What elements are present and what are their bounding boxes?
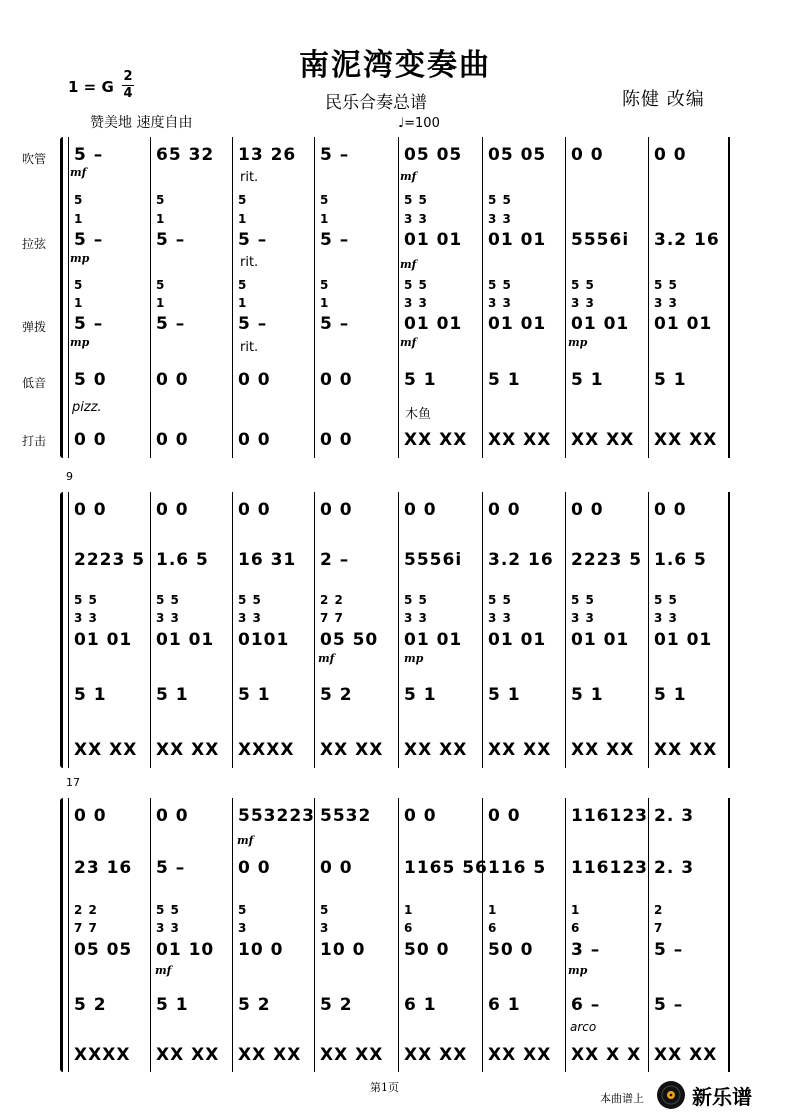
barline bbox=[565, 137, 566, 458]
pluck-measure: 01 01 bbox=[74, 630, 133, 650]
barline bbox=[482, 137, 483, 458]
rit-mark-winds: rit. bbox=[240, 170, 259, 185]
system-brace bbox=[60, 798, 68, 1072]
strings-measure: 116 5 bbox=[488, 858, 547, 878]
bass-measure: 5 2 bbox=[238, 995, 271, 1015]
barline bbox=[68, 798, 69, 1072]
winds-measure: 116123 bbox=[571, 806, 648, 826]
percussion-measure: XX XX bbox=[654, 430, 718, 450]
pluck-chord-mid: 3 bbox=[320, 921, 330, 935]
pluck-measure: 50 0 bbox=[404, 940, 450, 960]
barline bbox=[728, 137, 730, 458]
percussion-measure: XX XX bbox=[571, 740, 635, 760]
pluck-measure: 0101 bbox=[238, 630, 290, 650]
percussion-measure: XX X X bbox=[571, 1045, 642, 1065]
pluck-measure: 01 01 bbox=[156, 630, 215, 650]
pluck-chord-mid: 3 3 bbox=[238, 611, 262, 625]
pluck-chord-mid: 3 3 bbox=[488, 296, 512, 310]
barline bbox=[565, 492, 566, 768]
pluck-chord-top: 5 bbox=[74, 278, 84, 292]
bass-measure: 5 2 bbox=[74, 995, 107, 1015]
bass-measure: 0 0 bbox=[238, 370, 271, 390]
pluck-chord-mid: 1 bbox=[74, 296, 84, 310]
page-number: 第1页 bbox=[370, 1081, 399, 1094]
strings-chord-mid: 1 bbox=[156, 212, 166, 226]
dynamic-mp: mp bbox=[404, 652, 424, 665]
strings-chord-mid: 1 bbox=[320, 212, 330, 226]
pluck-measure: 5 – bbox=[156, 314, 186, 334]
barline bbox=[728, 798, 730, 1072]
strings-measure: 1.6 5 bbox=[654, 550, 707, 570]
percussion-measure: XX XX bbox=[238, 1045, 302, 1065]
barline bbox=[68, 137, 69, 458]
strings-measure: 5 – bbox=[74, 230, 104, 250]
winds-measure: 0 0 bbox=[571, 145, 604, 165]
pluck-measure: 01 01 bbox=[404, 630, 463, 650]
bass-measure: 5 0 bbox=[74, 370, 107, 390]
pluck-chord-mid: 1 bbox=[238, 296, 248, 310]
meter-top: 2 bbox=[123, 69, 133, 84]
pluck-chord-top: 5 5 bbox=[404, 278, 428, 292]
arco-mark: arco bbox=[570, 1020, 597, 1034]
bar-number-17: 17 bbox=[66, 776, 80, 789]
dynamic-mf: mf bbox=[400, 170, 417, 183]
pluck-chord-top: 5 5 bbox=[654, 593, 678, 607]
strings-chord-top: 5 bbox=[320, 193, 330, 207]
winds-measure: 0 0 bbox=[404, 500, 437, 520]
strings-measure: 2 – bbox=[320, 550, 350, 570]
percussion-measure: 0 0 bbox=[320, 430, 353, 450]
bass-measure: 5 1 bbox=[238, 685, 271, 705]
pluck-chord-mid: 6 bbox=[571, 921, 581, 935]
barline bbox=[150, 492, 151, 768]
barline bbox=[232, 798, 233, 1072]
pluck-chord-top: 5 bbox=[320, 278, 330, 292]
winds-measure: 0 0 bbox=[74, 806, 107, 826]
strings-chord-mid: 3 3 bbox=[404, 212, 428, 226]
bar-number-9: 9 bbox=[66, 470, 73, 483]
page-title: 南泥湾变奏曲 bbox=[299, 48, 491, 83]
strings-measure: 01 01 bbox=[404, 230, 463, 250]
bass-measure: 5 1 bbox=[404, 685, 437, 705]
barline bbox=[314, 798, 315, 1072]
percussion-measure: XX XX bbox=[654, 740, 718, 760]
pluck-chord-top: 5 bbox=[238, 903, 248, 917]
pluck-chord-top: 1 bbox=[571, 903, 581, 917]
strings-measure: 23 16 bbox=[74, 858, 133, 878]
pluck-chord-mid: 3 3 bbox=[488, 611, 512, 625]
winds-measure: 0 0 bbox=[571, 500, 604, 520]
bass-measure: 5 1 bbox=[571, 370, 604, 390]
percussion-measure: XXXX bbox=[238, 740, 295, 760]
pluck-chord-top: 2 bbox=[654, 903, 664, 917]
bass-measure: 5 2 bbox=[320, 685, 353, 705]
dynamic-mp: mp bbox=[568, 336, 588, 349]
winds-measure: 5532 bbox=[320, 806, 372, 826]
pluck-chord-top: 5 bbox=[238, 278, 248, 292]
barline bbox=[648, 137, 649, 458]
winds-measure: 0 0 bbox=[320, 500, 353, 520]
pluck-measure: 10 0 bbox=[320, 940, 366, 960]
pluck-measure: 5 – bbox=[238, 314, 268, 334]
percussion-measure: XX XX bbox=[156, 1045, 220, 1065]
percussion-measure: XX XX bbox=[74, 740, 138, 760]
percussion-measure: XX XX bbox=[404, 1045, 468, 1065]
pluck-measure: 01 01 bbox=[654, 314, 713, 334]
meter-bottom: 4 bbox=[123, 86, 133, 101]
brand-logo-text: 新乐谱 bbox=[692, 1085, 752, 1109]
strings-measure: 5 – bbox=[156, 230, 186, 250]
pluck-measure: 01 01 bbox=[571, 630, 630, 650]
dynamic-mf: mf bbox=[318, 652, 335, 665]
pluck-chord-top: 5 5 bbox=[654, 278, 678, 292]
strings-measure: 116123 bbox=[571, 858, 648, 878]
barline bbox=[398, 798, 399, 1072]
dynamic-mf: mf bbox=[400, 336, 417, 349]
winds-measure: 0 0 bbox=[488, 500, 521, 520]
pluck-chord-mid: 6 bbox=[404, 921, 414, 935]
winds-measure: 0 0 bbox=[488, 806, 521, 826]
bass-measure: 5 1 bbox=[571, 685, 604, 705]
instrument-percussion: 打击 bbox=[22, 434, 47, 448]
percussion-measure: XX XX bbox=[320, 740, 384, 760]
dynamic-mf: mf bbox=[155, 964, 172, 977]
pluck-chord-top: 5 5 bbox=[571, 278, 595, 292]
pluck-chord-top: 5 5 bbox=[156, 903, 180, 917]
pluck-chord-mid: 3 3 bbox=[654, 296, 678, 310]
strings-measure: 2. 3 bbox=[654, 858, 695, 878]
bass-measure: 0 0 bbox=[320, 370, 353, 390]
pluck-chord-top: 5 5 bbox=[488, 278, 512, 292]
strings-chord-mid: 3 3 bbox=[488, 212, 512, 226]
winds-measure: 0 0 bbox=[654, 145, 687, 165]
bass-measure: 5 2 bbox=[320, 995, 353, 1015]
pluck-chord-top: 5 5 bbox=[571, 593, 595, 607]
bass-measure: 5 1 bbox=[156, 995, 189, 1015]
pluck-chord-mid: 3 3 bbox=[404, 611, 428, 625]
winds-measure: 553223 bbox=[238, 806, 315, 826]
strings-chord-top: 5 bbox=[156, 193, 166, 207]
brand-prefix: 本曲谱上 bbox=[600, 1092, 644, 1105]
pluck-chord-mid: 1 bbox=[320, 296, 330, 310]
dynamic-mf: mf bbox=[400, 258, 417, 271]
strings-chord-top: 5 5 bbox=[488, 193, 512, 207]
winds-measure: 0 0 bbox=[156, 500, 189, 520]
barline bbox=[398, 492, 399, 768]
arranger: 陈健 改编 bbox=[622, 89, 705, 110]
pluck-chord-top: 1 bbox=[488, 903, 498, 917]
percussion-measure: 0 0 bbox=[238, 430, 271, 450]
dynamic-mf: mf bbox=[70, 166, 87, 179]
pluck-chord-mid: 3 3 bbox=[156, 921, 180, 935]
barline bbox=[150, 137, 151, 458]
winds-measure: 0 0 bbox=[74, 500, 107, 520]
pluck-measure: 05 50 bbox=[320, 630, 379, 650]
percussion-measure: XX XX bbox=[404, 430, 468, 450]
strings-measure: 1165 56 bbox=[404, 858, 488, 878]
barline bbox=[482, 492, 483, 768]
strings-measure: 3.2 16 bbox=[488, 550, 554, 570]
pluck-measure: 05 05 bbox=[74, 940, 133, 960]
pluck-chord-mid: 7 7 bbox=[320, 611, 344, 625]
strings-measure: 5 – bbox=[238, 230, 268, 250]
percussion-measure: XX XX bbox=[488, 740, 552, 760]
pluck-chord-mid: 3 3 bbox=[654, 611, 678, 625]
strings-measure: 5 – bbox=[320, 230, 350, 250]
percussion-measure: XX XX bbox=[404, 740, 468, 760]
winds-measure: 05 05 bbox=[404, 145, 463, 165]
pluck-chord-mid: 3 3 bbox=[571, 611, 595, 625]
pluck-chord-mid: 6 bbox=[488, 921, 498, 935]
pluck-measure: 01 10 bbox=[156, 940, 215, 960]
winds-measure: 5 – bbox=[74, 145, 104, 165]
bass-measure: 5 1 bbox=[488, 685, 521, 705]
key-signature: 1 = G bbox=[68, 78, 114, 96]
strings-measure: 2223 5 bbox=[74, 550, 146, 570]
winds-measure: 0 0 bbox=[156, 806, 189, 826]
strings-chord-top: 5 5 bbox=[404, 193, 428, 207]
pluck-chord-mid: 3 3 bbox=[571, 296, 595, 310]
pluck-measure: 01 01 bbox=[488, 314, 547, 334]
percussion-measure: XX XX bbox=[571, 430, 635, 450]
pluck-chord-mid: 3 3 bbox=[404, 296, 428, 310]
pluck-chord-top: 5 5 bbox=[156, 593, 180, 607]
instrument-strings: 拉弦 bbox=[22, 237, 47, 251]
strings-measure: 3.2 16 bbox=[654, 230, 720, 250]
pluck-chord-mid: 3 3 bbox=[74, 611, 98, 625]
strings-measure: 01 01 bbox=[488, 230, 547, 250]
winds-measure: 2. 3 bbox=[654, 806, 695, 826]
winds-measure: 05 05 bbox=[488, 145, 547, 165]
bass-measure: 5 1 bbox=[74, 685, 107, 705]
winds-measure: 0 0 bbox=[404, 806, 437, 826]
barline bbox=[728, 492, 730, 768]
strings-measure: 0 0 bbox=[238, 858, 271, 878]
pluck-measure: 10 0 bbox=[238, 940, 284, 960]
system-brace bbox=[60, 492, 68, 768]
bass-measure: 5 – bbox=[654, 995, 684, 1015]
woodblock-mark: 木鱼 bbox=[405, 407, 432, 422]
bass-measure: 5 1 bbox=[404, 370, 437, 390]
strings-chord-top: 5 bbox=[74, 193, 84, 207]
percussion-measure: XXXX bbox=[74, 1045, 131, 1065]
barline bbox=[398, 137, 399, 458]
pluck-measure: 01 01 bbox=[571, 314, 630, 334]
pluck-chord-top: 2 2 bbox=[320, 593, 344, 607]
strings-measure: 5556i bbox=[571, 230, 630, 250]
strings-measure: 5556i bbox=[404, 550, 463, 570]
instrument-winds: 吹管 bbox=[22, 152, 47, 166]
winds-measure: 13 26 bbox=[238, 145, 297, 165]
winds-measure: 0 0 bbox=[654, 500, 687, 520]
barline bbox=[482, 798, 483, 1072]
dynamic-mp: mp bbox=[568, 964, 588, 977]
pluck-measure: 5 – bbox=[654, 940, 684, 960]
strings-measure: 16 31 bbox=[238, 550, 297, 570]
percussion-measure: XX XX bbox=[320, 1045, 384, 1065]
pluck-chord-top: 5 bbox=[156, 278, 166, 292]
percussion-measure: XX XX bbox=[488, 1045, 552, 1065]
bass-measure: 5 1 bbox=[156, 685, 189, 705]
rit-mark-strings: rit. bbox=[240, 255, 259, 270]
pluck-chord-mid: 7 7 bbox=[74, 921, 98, 935]
pluck-measure: 01 01 bbox=[488, 630, 547, 650]
pluck-measure: 01 01 bbox=[654, 630, 713, 650]
dynamic-mf: mf bbox=[237, 834, 254, 847]
vinyl-record-icon bbox=[656, 1080, 686, 1110]
barline bbox=[565, 798, 566, 1072]
barline bbox=[648, 492, 649, 768]
winds-measure: 0 0 bbox=[238, 500, 271, 520]
expression-mark: 赞美地 速度自由 bbox=[90, 115, 193, 131]
bass-measure: 6 – bbox=[571, 995, 601, 1015]
pluck-chord-top: 1 bbox=[404, 903, 414, 917]
barline bbox=[68, 492, 69, 768]
instrument-bass: 低音 bbox=[22, 376, 47, 390]
pluck-chord-top: 2 2 bbox=[74, 903, 98, 917]
dynamic-mp: mp bbox=[70, 252, 90, 265]
pizz-mark: pizz. bbox=[72, 400, 102, 415]
barline bbox=[150, 798, 151, 1072]
percussion-measure: XX XX bbox=[156, 740, 220, 760]
winds-measure: 5 – bbox=[320, 145, 350, 165]
pluck-measure: 5 – bbox=[74, 314, 104, 334]
percussion-measure: XX XX bbox=[654, 1045, 718, 1065]
strings-measure: 2223 5 bbox=[571, 550, 643, 570]
bass-measure: 6 1 bbox=[404, 995, 437, 1015]
winds-measure: 65 32 bbox=[156, 145, 215, 165]
bass-measure: 5 1 bbox=[654, 370, 687, 390]
pluck-measure: 5 – bbox=[320, 314, 350, 334]
rit-mark-plucked: rit. bbox=[240, 340, 259, 355]
dynamic-mp: mp bbox=[70, 336, 90, 349]
bass-measure: 5 1 bbox=[488, 370, 521, 390]
pluck-measure: 50 0 bbox=[488, 940, 534, 960]
pluck-chord-mid: 3 3 bbox=[156, 611, 180, 625]
instrument-plucked: 弹拨 bbox=[22, 320, 47, 334]
strings-measure: 1.6 5 bbox=[156, 550, 209, 570]
bass-measure: 6 1 bbox=[488, 995, 521, 1015]
pluck-chord-top: 5 bbox=[320, 903, 330, 917]
strings-chord-top: 5 bbox=[238, 193, 248, 207]
barline bbox=[314, 137, 315, 458]
subtitle: 民乐合奏总谱 bbox=[325, 93, 427, 113]
pluck-chord-top: 5 5 bbox=[488, 593, 512, 607]
pluck-measure: 01 01 bbox=[404, 314, 463, 334]
barline bbox=[232, 492, 233, 768]
pluck-chord-top: 5 5 bbox=[238, 593, 262, 607]
percussion-measure: XX XX bbox=[488, 430, 552, 450]
pluck-chord-mid: 3 bbox=[238, 921, 248, 935]
bass-measure: 5 1 bbox=[654, 685, 687, 705]
pluck-chord-top: 5 5 bbox=[404, 593, 428, 607]
tempo-mark: ♩=100 bbox=[398, 116, 440, 131]
pluck-chord-top: 5 5 bbox=[74, 593, 98, 607]
barline bbox=[648, 798, 649, 1072]
pluck-measure: 3 – bbox=[571, 940, 601, 960]
percussion-measure: 0 0 bbox=[74, 430, 107, 450]
time-signature bbox=[122, 70, 134, 101]
strings-measure: 0 0 bbox=[320, 858, 353, 878]
bass-measure: 0 0 bbox=[156, 370, 189, 390]
pluck-chord-mid: 7 bbox=[654, 921, 664, 935]
strings-chord-mid: 1 bbox=[74, 212, 84, 226]
strings-measure: 5 – bbox=[156, 858, 186, 878]
system-brace bbox=[60, 137, 68, 458]
barline bbox=[314, 492, 315, 768]
strings-chord-mid: 1 bbox=[238, 212, 248, 226]
percussion-measure: 0 0 bbox=[156, 430, 189, 450]
barline bbox=[232, 137, 233, 458]
pluck-chord-mid: 1 bbox=[156, 296, 166, 310]
